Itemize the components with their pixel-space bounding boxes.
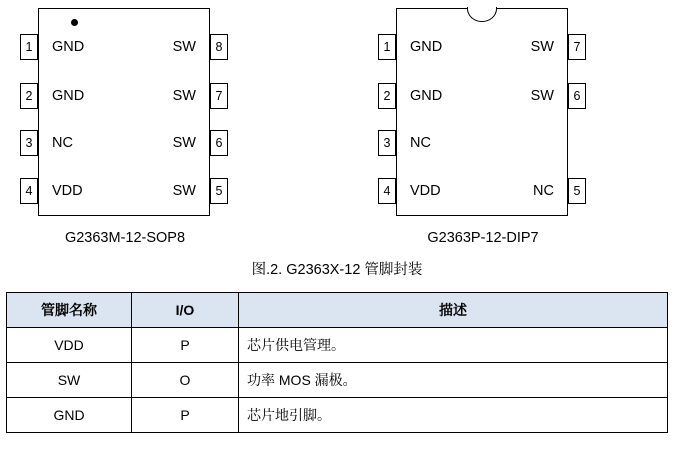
pin-row: [39, 133, 209, 153]
cell-pin-name: SW: [7, 363, 132, 398]
pin-row: [397, 86, 567, 106]
pin-label-left: NC: [52, 135, 73, 151]
pin-label-left: GND: [410, 39, 443, 55]
column-header-pin-name: 管脚名称: [7, 293, 132, 328]
cell-pin-name: VDD: [7, 328, 132, 363]
pin-label-right: SW: [530, 88, 554, 104]
pin-number-box: 6: [210, 130, 228, 156]
notch-icon: [467, 7, 497, 22]
package-caption-sop8: G2363M-12-SOP8: [64, 230, 186, 246]
pin-description-table: [6, 292, 668, 433]
pin-number-box: 7: [568, 34, 586, 60]
table-row: [7, 363, 668, 398]
pin-number-box: 1: [378, 34, 396, 60]
pin-number-box: 3: [20, 130, 38, 156]
pin-label-right: SW: [172, 135, 196, 151]
pin-number-box: 5: [210, 178, 228, 204]
package-dip7: [383, 8, 581, 246]
pin-row: [39, 181, 209, 201]
cell-pin-name: GND: [7, 398, 132, 433]
pin-label-left: VDD: [52, 183, 83, 199]
pin-number-box: 5: [568, 178, 586, 204]
pin-row: [397, 181, 567, 201]
pin-label-right: SW: [172, 183, 196, 199]
package-body-dip7: [383, 8, 581, 216]
pin-label-left: GND: [52, 39, 85, 55]
cell-description: 芯片供电管理。: [239, 328, 668, 363]
figure-caption: 图.2. G2363X-12 管脚封装: [251, 262, 423, 278]
pin-label-left: GND: [410, 88, 443, 104]
pin-label-left: VDD: [410, 183, 441, 199]
cell-io: P: [132, 328, 239, 363]
pin-label-left: NC: [410, 135, 431, 151]
pin-row: [397, 133, 567, 153]
cell-description: 功率 MOS 漏极。: [239, 363, 668, 398]
pin-number-box: 3: [378, 130, 396, 156]
table-row: [7, 398, 668, 433]
pin-label-right: SW: [172, 39, 196, 55]
pin1-dot-icon: [71, 19, 78, 26]
table-row: [7, 328, 668, 363]
pin-label-right: NC: [533, 183, 554, 199]
pin-number-box: 4: [378, 178, 396, 204]
pin-number-box: 1: [20, 34, 38, 60]
cell-description: 芯片地引脚。: [239, 398, 668, 433]
pin-label-right: SW: [530, 39, 554, 55]
cell-io: P: [132, 398, 239, 433]
pin-row: [397, 37, 567, 57]
pin-number-box: 2: [20, 83, 38, 109]
pin-number-box: 7: [210, 83, 228, 109]
pin-number-box: 2: [378, 83, 396, 109]
column-header-description: 描述: [239, 293, 668, 328]
pin-number-box: 8: [210, 34, 228, 60]
package-sop8: [25, 8, 223, 246]
pin-number-box: 6: [568, 83, 586, 109]
pin-label-left: GND: [52, 88, 85, 104]
column-header-io: I/O: [132, 293, 239, 328]
package-body-sop8: [25, 8, 223, 216]
pin-row: [39, 86, 209, 106]
pin-number-box: 4: [20, 178, 38, 204]
cell-io: O: [132, 363, 239, 398]
pin-label-right: SW: [172, 88, 196, 104]
pin-row: [39, 37, 209, 57]
package-caption-dip7: G2363P-12-DIP7: [427, 230, 539, 246]
table-header-row: [7, 293, 668, 328]
